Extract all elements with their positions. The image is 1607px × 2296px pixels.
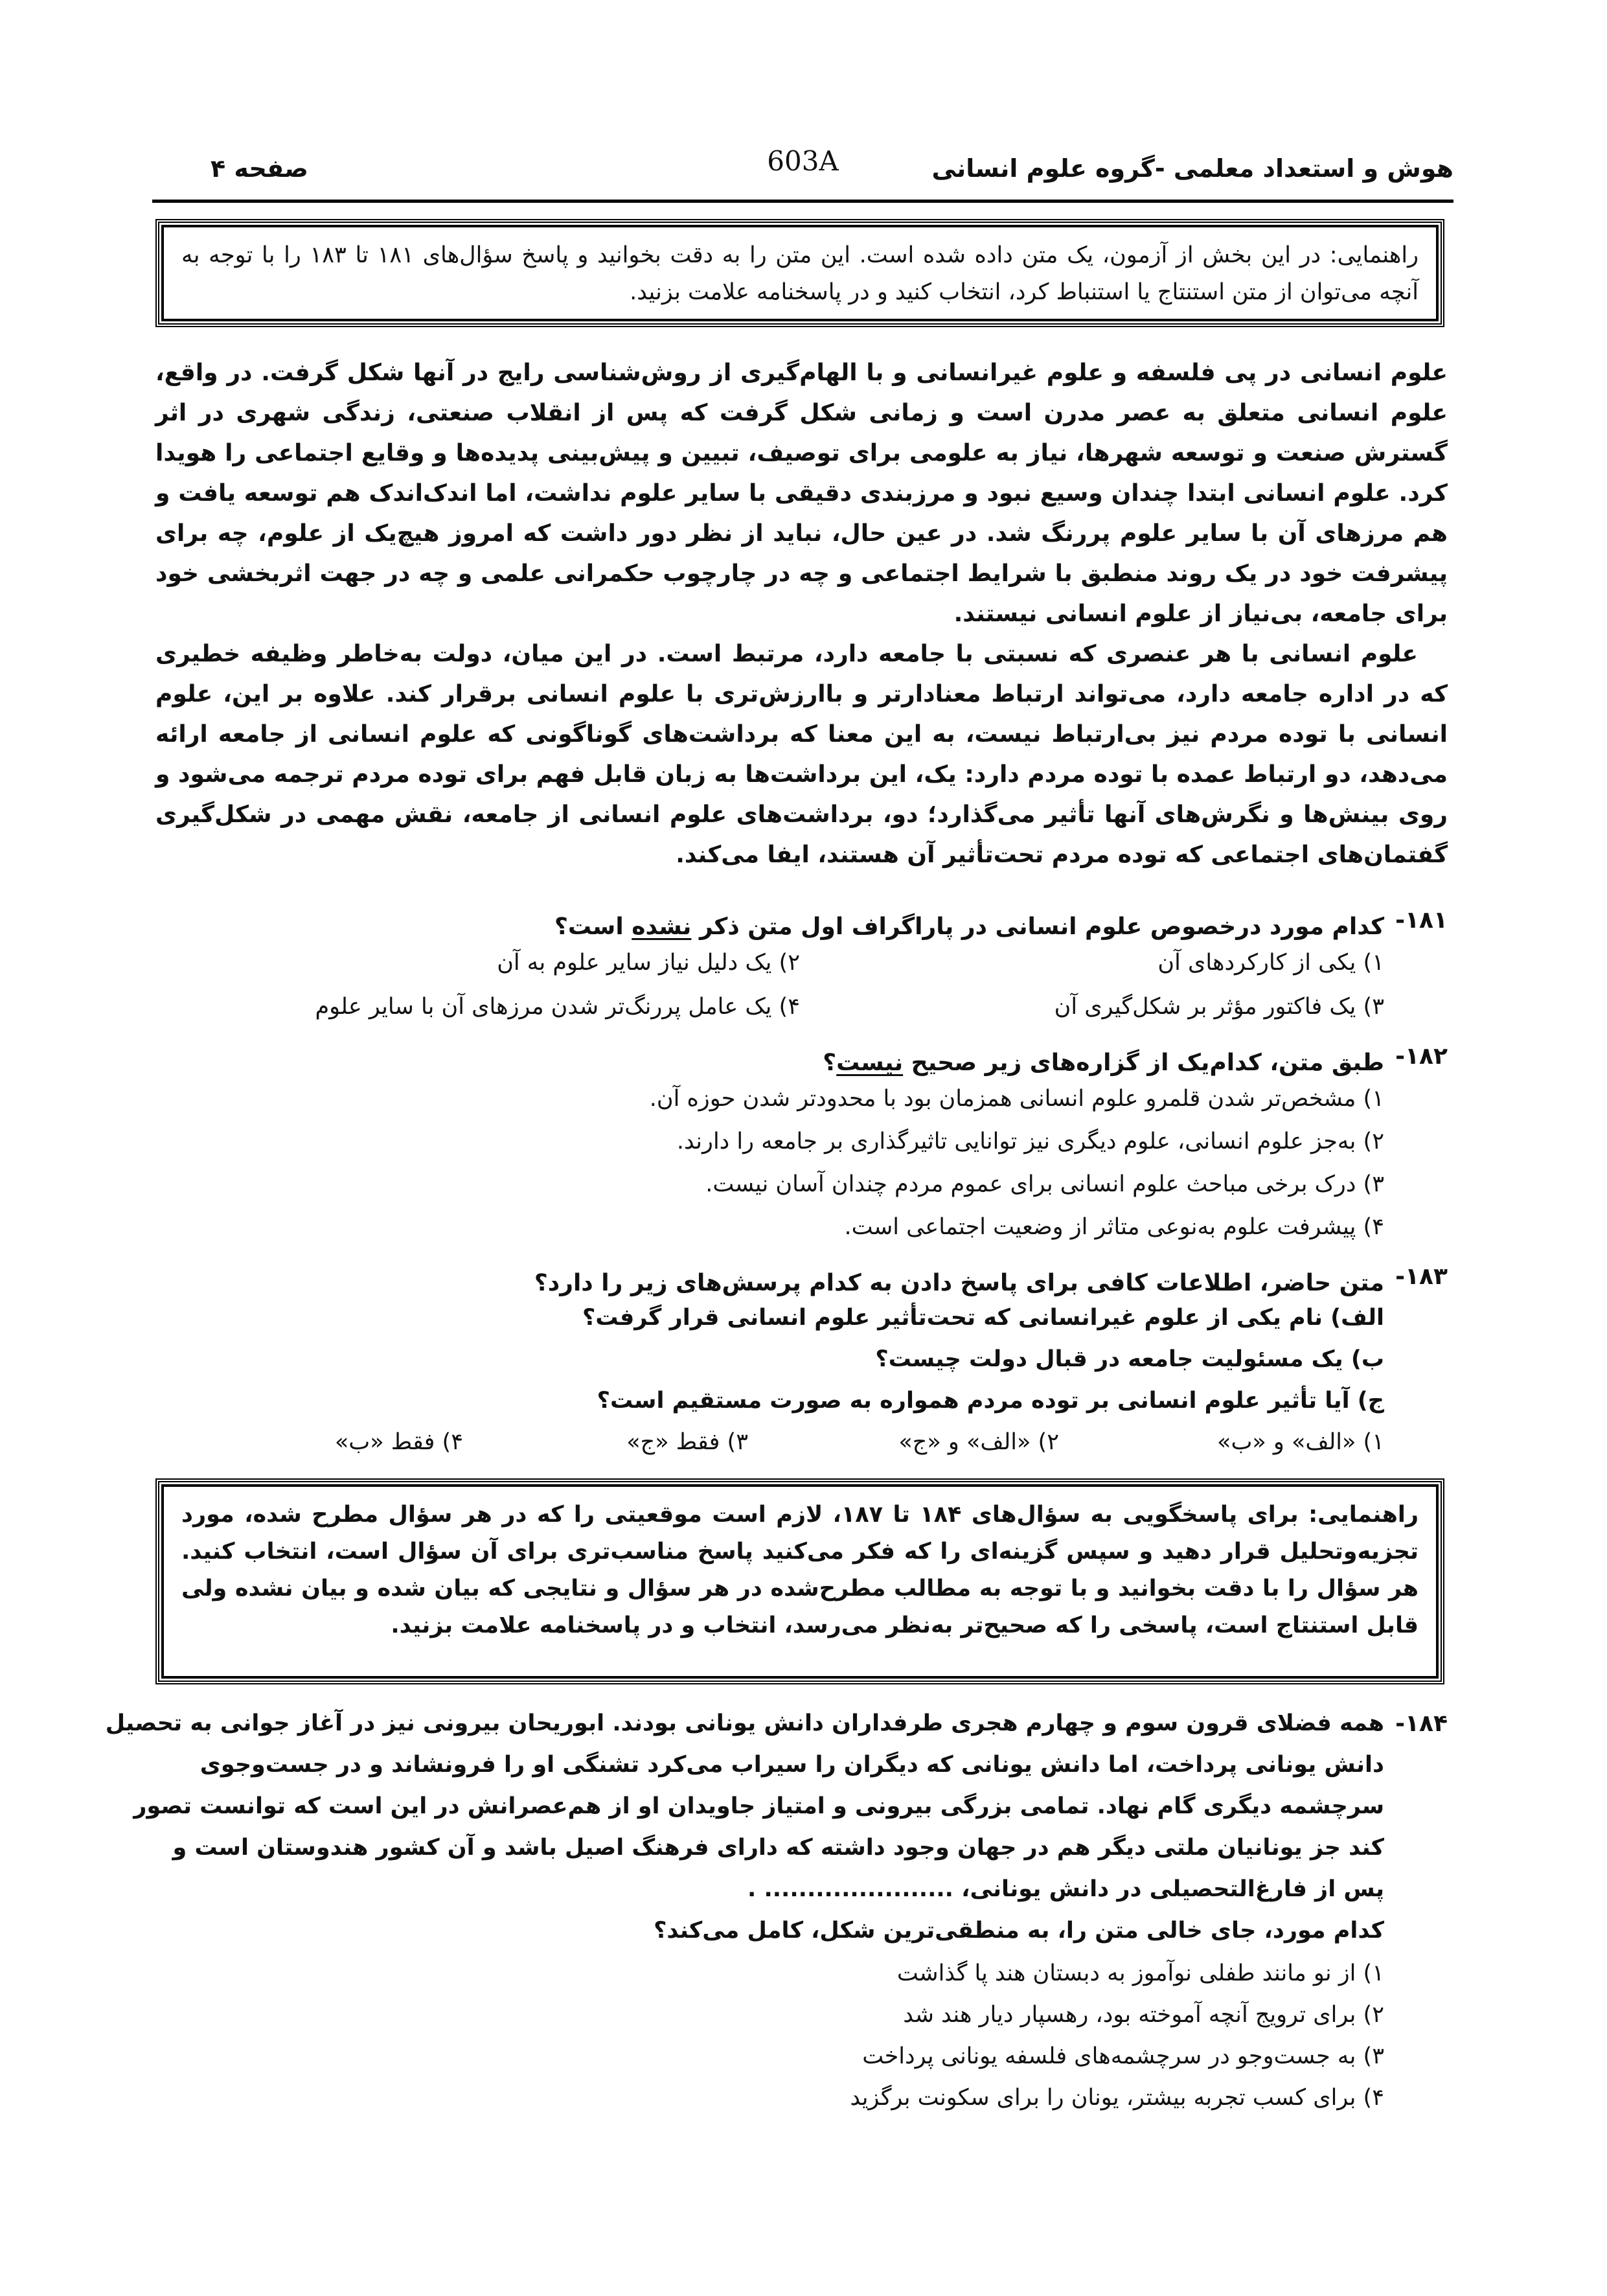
question-number: ۱۸۲- xyxy=(1395,1043,1448,1070)
instruction-text-2: راهنمایی: برای پاسخگویی به سؤال‌های ۱۸۴ تا ۱۸۷، لازم است موقعیتی را که در هر سؤال مطرح شده، مورد تجزیه‌وتحلیل قرار دهید و سپس گزینه‌ای را که فکر می‌کنید پاسخ مناسب‌تری برای آن سؤال است، انتخاب کنید. هر سؤال را با دقت بخوانید و با توجه به مطالب مطرح‌شده در هر سؤال و نتایجی که بیان شده و بیان نشده ولی قابل استنتاج است، پاسخی را که صحیح‌تر به‌نظر می‌رسد، انتخاب و در پاسخنامه علامت بزنید. xyxy=(181,1502,1419,1638)
passage-line-2: دانش یونانی پرداخت، اما دانش یونانی که دیگران را سیراب می‌کرد تشنگی او را فرونشاند و در جست‌وجوی xyxy=(199,1752,1384,1778)
question-181 xyxy=(155,907,1448,1043)
option-3[interactable]: ۳) یک فاکتور مؤثر بر شکل‌گیری آن xyxy=(1054,994,1384,1020)
option-4[interactable]: ۴) برای کسب تجربه بیشتر، یونان را برای سکونت برگزید xyxy=(850,2085,1384,2111)
question-number: ۱۸۴- xyxy=(1395,1710,1448,1737)
question-183 xyxy=(155,1263,1448,1455)
option-1[interactable]: ۱) مشخص‌تر شدن قلمرو علوم انسانی همزمان بود با محدودتر شدن حوزه آن. xyxy=(649,1086,1384,1112)
question-stem: کدام مورد درخصوص علوم انسانی در پاراگراف اول متن ذکر نشده است؟ xyxy=(554,913,1384,940)
passage-paragraph-2: علوم انسانی با هر عنصری که نسبتی با جامعه دارد، مرتبط است. در این میان، دولت به‌خاطر وظیفه خطیری که در اداره جامعه دارد، می‌تواند ارتباط معنادارتر و باارزش‌تری با علوم انسانی برقرار کند. علاوه بر این، علوم انسانی با توده مردم نیز بی‌ارتباط نیست، به این معنا که برداشت‌های گوناگونی که علوم انسانی از جامعه ارائه می‌دهد، دو ارتباط عمده با توده مردم دارد: یک، این برداشت‌ها به زبان قابل فهم برای توده مردم ترجمه می‌شود و روی بینش‌ها و نگرش‌های آنها تأثیر می‌گذارد؛ دو، برداشت‌های علوم انسانی از جامعه، نقش مهمی در شکل‌گیری گفتمان‌های اجتماعی که توده مردم تحت‌تأثیر آن هستند، ایفا می‌کند. xyxy=(155,641,1448,868)
option-2[interactable]: ۲) به‌جز علوم انسانی، علوم دیگری نیز توانایی تاثیرگذاری بر جامعه را دارند. xyxy=(676,1129,1384,1154)
passage-line-5: پس از فارغ‌التحصیلی در دانش یونانی، ...................... . xyxy=(747,1876,1384,1902)
question-stem: طبق متن، کدام‌یک از گزاره‌های زیر صحیح نیست؟ xyxy=(823,1050,1384,1076)
sub-question-b: ب) یک مسئولیت جامعه در قبال دولت چیست؟ xyxy=(875,1346,1384,1372)
option-4[interactable]: ۴) پیشرفت علوم به‌نوعی متاثر از وضعیت اجتماعی است. xyxy=(844,1214,1384,1240)
option-3[interactable]: ۳) به جست‌وجو در سرچشمه‌های فلسفه یونانی پرداخت xyxy=(862,2043,1384,2069)
instruction-box-1 xyxy=(155,219,1444,327)
passage-paragraph-1: علوم انسانی در پی فلسفه و علوم غیرانسانی و با الهام‌گیری از روش‌شناسی رایج در آنها شکل گرفت. در واقع، علوم انسانی متعلق به عصر مدرن است و زمانی شکل گرفت که پس از انقلاب صنعتی، زندگی شهری در اثر گسترش صنعت و توسعه شهرها، نیاز به علومی برای توصیف، تبیین و پیش‌بینی پدیده‌ها و وقایع اجتماعی را هویدا کرد. علوم انسانی ابتدا چندان وسیع نبود و مرزبندی دقیقی با سایر علوم نداشت، اما اندک‌اندک هم توسعه یافت و هم مرزهای آن با سایر علوم پررنگ شد. در عین حال، نباید از نظر دور داشت که امروز هیچ‌یک از علوم، چه برای پیشرفت خود در یک روند منطبق با شرایط اجتماعی و چه در چارچوب حکمرانی علمی و چه در جهت اثربخشی خود برای جامعه، بی‌نیاز از علوم انسانی نیستند. xyxy=(155,360,1448,627)
option-1[interactable]: ۱) «الف» و «ب» xyxy=(1217,1429,1384,1455)
option-3[interactable]: ۳) درک برخی مباحث علوم انسانی برای عموم مردم چندان آسان نیست. xyxy=(705,1171,1384,1197)
question-stem: کدام مورد، جای خالی متن را، به منطقی‌ترین شکل، کامل می‌کند؟ xyxy=(654,1918,1384,1944)
sub-question-c: ج) آیا تأثیر علوم انسانی بر توده مردم همواره به صورت مستقیم است؟ xyxy=(597,1388,1384,1414)
reading-passage xyxy=(155,353,1448,875)
option-1[interactable]: ۱) از نو مانند طفلی نوآموز به دبستان هند پا گذاشت xyxy=(896,1960,1384,1986)
passage-line-3: سرچشمه دیگری گام نهاد. تمامی بزرگی بیرونی و امتیاز جاویدان او از هم‌عصرانش در این است که توانست تصور xyxy=(133,1793,1384,1819)
question-184 xyxy=(105,1710,1448,2164)
question-182 xyxy=(155,1043,1448,1262)
exam-title: هوش و استعداد معلمی -گروه علوم انسانی xyxy=(931,154,1453,183)
option-2[interactable]: ۲) یک دلیل نیاز سایر علوم به آن xyxy=(497,950,800,976)
instruction-text-1: راهنمایی: در این بخش از آزمون، یک متن داده شده است. این متن را به دقت بخوانید و پاسخ سؤال‌های ۱۸۱ تا ۱۸۳ را با توجه به آنچه می‌توان از متن استنتاج یا استنباط کرد، انتخاب کنید و در پاسخنامه علامت بزنید. xyxy=(181,242,1419,305)
sub-question-a: الف) نام یکی از علوم غیرانسانی که تحت‌تأثیر علوم انسانی قرار گرفت؟ xyxy=(582,1305,1384,1331)
passage-line-1: همه فضلای قرون سوم و چهارم هجری طرفداران دانش یونانی بودند. ابوریحان بیرونی نیز در آغاز جوانی به تحصیل xyxy=(105,1710,1384,1736)
option-4[interactable]: ۴) فقط «ب» xyxy=(334,1429,463,1455)
page-header xyxy=(152,145,1453,193)
option-1[interactable]: ۱) یکی از کارکردهای آن xyxy=(1157,950,1384,976)
instruction-box-2 xyxy=(155,1478,1444,1684)
question-number: ۱۸۳- xyxy=(1395,1263,1448,1290)
option-3[interactable]: ۳) فقط «ج» xyxy=(626,1429,748,1455)
question-stem: متن حاضر، اطلاعات کافی برای پاسخ دادن به کدام پرسش‌های زیر را دارد؟ xyxy=(534,1270,1384,1296)
option-2[interactable]: ۲) «الف» و «ج» xyxy=(898,1429,1059,1455)
header-rule xyxy=(152,200,1453,203)
question-number: ۱۸۱- xyxy=(1395,907,1448,934)
option-2[interactable]: ۲) برای ترویج آنچه آموخته بود، رهسپار دیار هند شد xyxy=(903,2002,1384,2028)
exam-code: 603A xyxy=(767,145,839,177)
passage-line-4: کند جز یونانیان ملتی دیگر هم در جهان وجود داشته که دارای فرهنگ اصیل باشد و آن کشور هندوستان است و xyxy=(172,1835,1384,1861)
page-number: صفحه ۴ xyxy=(211,154,308,183)
option-4[interactable]: ۴) یک عامل پررنگ‌تر شدن مرزهای آن با سایر علوم xyxy=(315,994,800,1020)
